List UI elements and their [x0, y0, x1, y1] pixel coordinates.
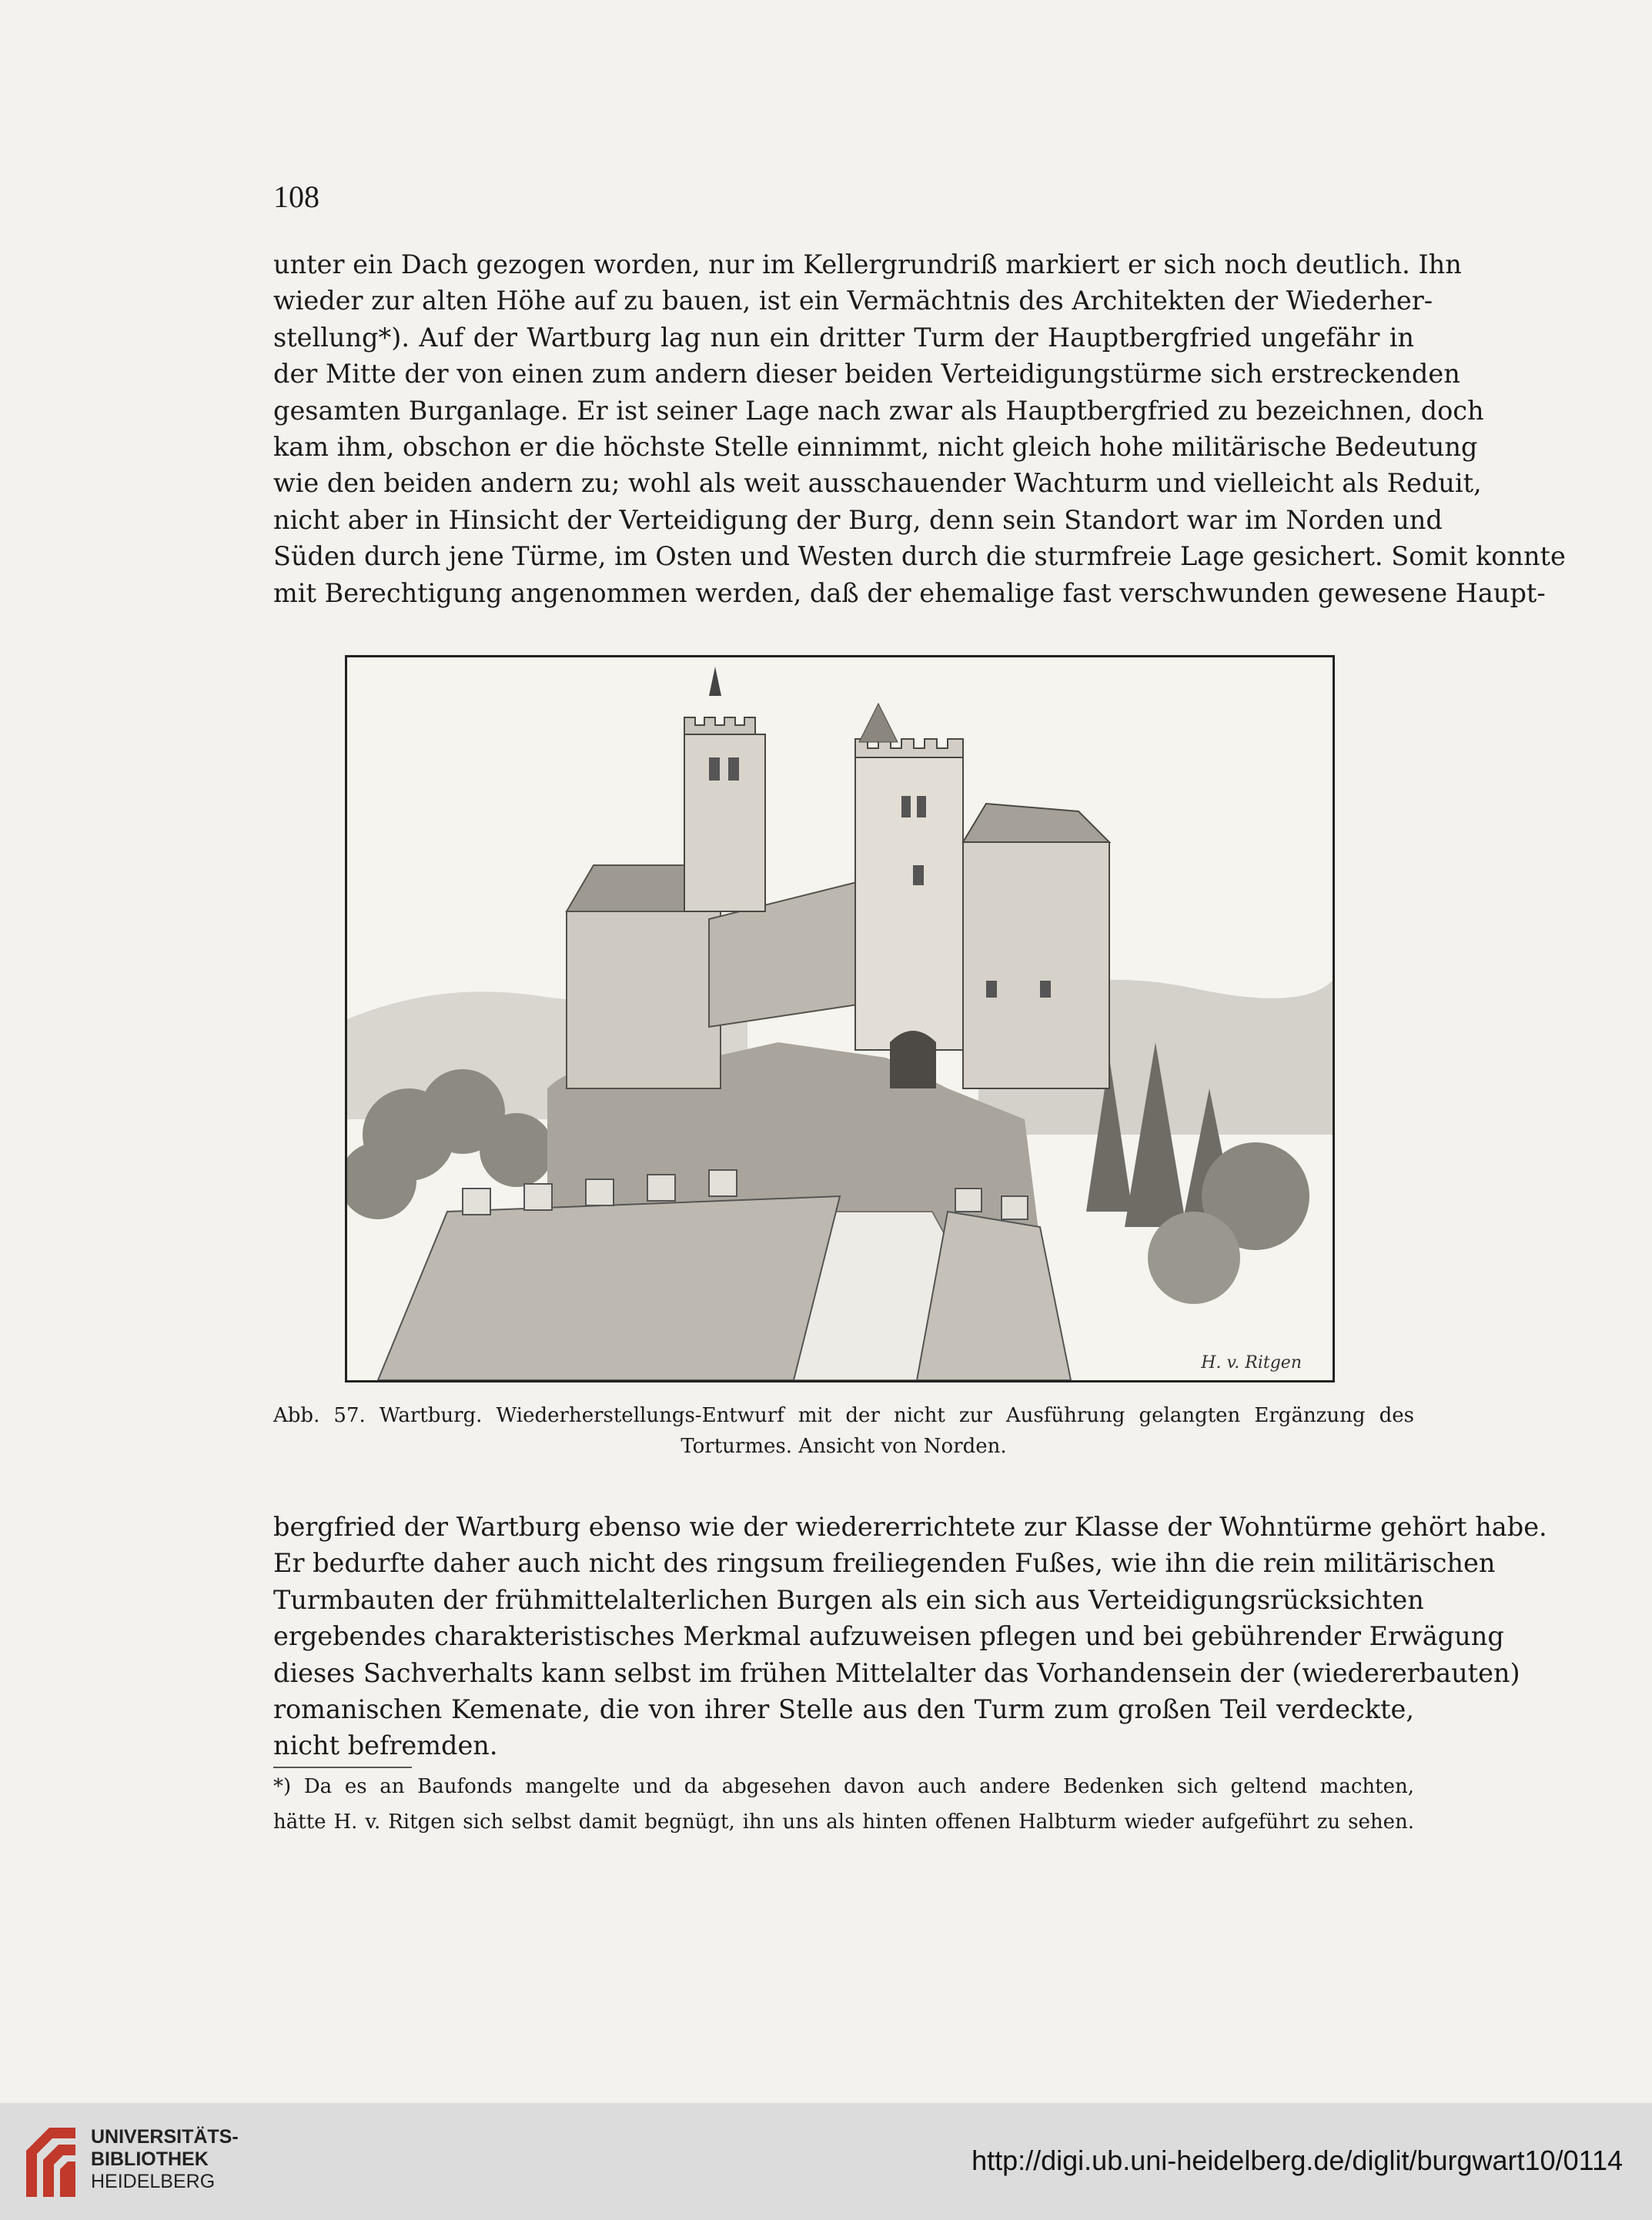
library-logo-icon	[18, 2120, 83, 2203]
figure-caption-line-1: Abb. 57. Wartburg. Wiederherstellungs-Entwurf mit der nicht zur Ausführung gelangten Ergänzung des	[273, 1404, 1414, 1427]
text-line: Er bedurfte daher auch nicht des ringsum freiliegenden Fußes, wie ihn die rein militärischen	[273, 1548, 1496, 1579]
body-paragraph-1	[273, 246, 1566, 611]
text-line: wieder zur alten Höhe auf zu bauen, ist ein Vermächtnis des Architekten der Wiederher-	[273, 286, 1433, 316]
text-line: wie den beiden andern zu; wohl als weit ausschauender Wachturm und vielleicht als Reduit,	[273, 468, 1482, 499]
library-footer	[0, 2103, 1652, 2220]
page-number: 108	[273, 179, 319, 214]
text-line: nicht aber in Hinsicht der Verteidigung der Burg, denn sein Standort war im Norden und	[273, 504, 1443, 535]
text-line: der Mitte der von einen zum andern dieser beiden Verteidigungstürme sich erstreckenden	[273, 359, 1460, 390]
figure-wartburg-drawing	[345, 655, 1335, 1382]
wartburg-sketch	[347, 657, 1333, 1380]
library-name-line: HEIDELBERG	[91, 2171, 216, 2192]
figure-caption-line-2: Torturmes. Ansicht von Norden.	[681, 1435, 1007, 1458]
signature: H. v. Ritgen	[1201, 1353, 1302, 1372]
text-line: mit Berechtigung angenommen werden, daß der ehemalige fast verschwunden gewesene Haupt-	[273, 577, 1546, 608]
text-line: unter ein Dach gezogen worden, nur im Kellergrundriß markiert er sich noch deutlich. Ihn	[273, 249, 1462, 279]
library-name-line: UNIVERSITÄTS-	[91, 2126, 239, 2148]
text-line: Turmbauten der frühmittelalterlichen Burgen als ein sich aus Verteidigungsrücksichten	[273, 1584, 1424, 1615]
text-line: stellung*). Auf der Wartburg lag nun ein dritter Turm der Hauptbergfried ungefähr in	[273, 322, 1414, 353]
text-line: Süden durch jene Türme, im Osten und Westen durch die sturmfreie Lage gesichert. Somit konnte	[273, 541, 1566, 572]
text-line: gesamten Burganlage. Er ist seiner Lage nach zwar als Hauptbergfried zu bezeichnen, doch	[273, 395, 1484, 426]
library-name	[91, 2126, 239, 2193]
library-name-line: BIBLIOTHEK	[91, 2148, 209, 2170]
footnote-divider	[273, 1767, 412, 1768]
permalink-url[interactable]: http://digi.ub.uni-heidelberg.de/diglit/burgwart10/0114	[971, 2145, 1623, 2176]
text-line: romanischen Kemenate, die von ihrer Stelle aus den Turm zum großen Teil verdeckte,	[273, 1694, 1414, 1725]
text-line: ergebendes charakteristisches Merkmal aufzuweisen pflegen und bei gebührender Erwägung	[273, 1621, 1504, 1652]
text-line: nicht befremden.	[273, 1730, 498, 1761]
text-line: bergfried der Wartburg ebenso wie der wiedererrichtete zur Klasse der Wohntürme gehört habe.	[273, 1512, 1547, 1542]
text-line: dieses Sachverhalts kann selbst im frühen Mittelalter das Vorhandensein der (wiedererbauten)	[273, 1657, 1520, 1688]
footnote-line-1: *) Da es an Baufonds mangelte und da abgesehen davon auch andere Bedenken sich geltend machten,	[273, 1775, 1414, 1798]
body-paragraph-2	[273, 1509, 1547, 1764]
text-line: kam ihm, obschon er die höchste Stelle einnimmt, nicht gleich hohe militärische Bedeutung	[273, 432, 1478, 463]
footnote-line-2: hätte H. v. Ritgen sich selbst damit begnügt, ihn uns als hinten offenen Halbturm wieder aufgeführt zu sehen.	[273, 1810, 1414, 1834]
